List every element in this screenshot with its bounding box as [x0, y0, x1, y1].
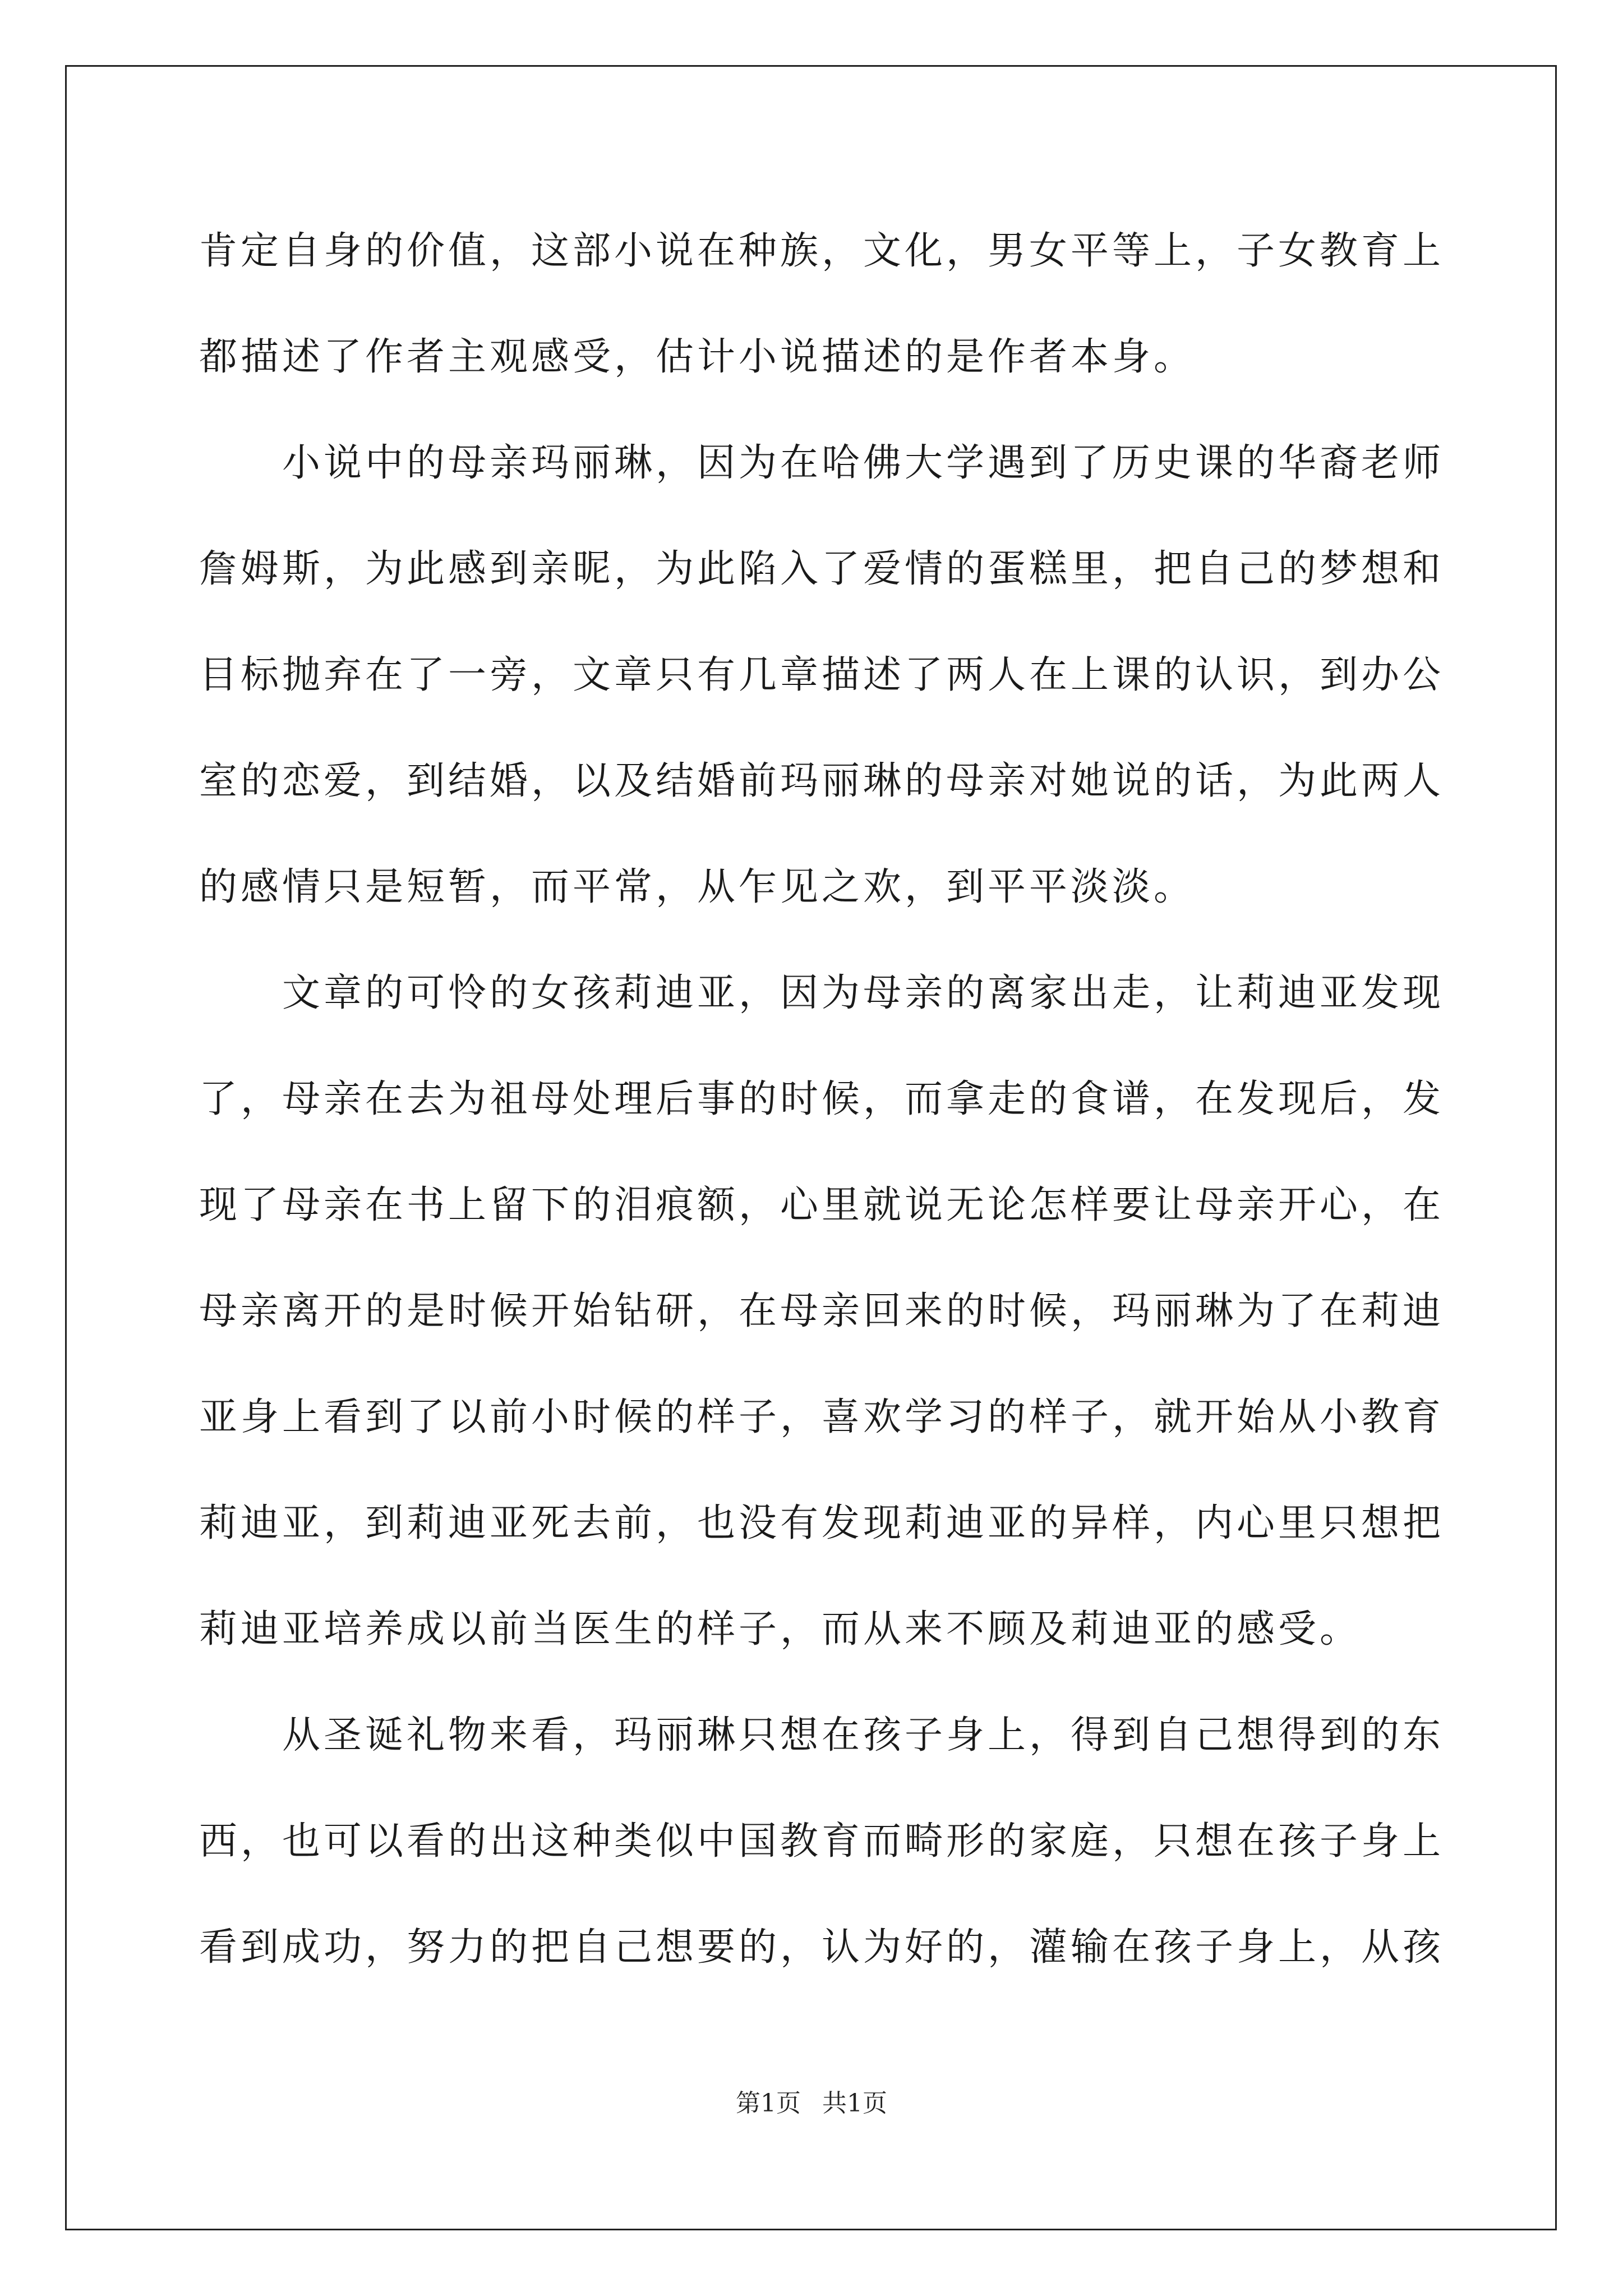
text-line: 小说中的母亲玛丽琳，因为在哈佛大学遇到了历史课的华裔老师	[199, 441, 1445, 485]
text-line: 亚身上看到了以前小时候的样子，喜欢学习的样子，就开始从小教育	[199, 1395, 1445, 1439]
text-line: 的感情只是短暂，而平常，从乍见之欢，到平平淡淡。	[199, 865, 1196, 909]
page-footer	[0, 2087, 1623, 2120]
page-number: 第1页	[736, 2089, 801, 2118]
text-line: 看到成功，努力的把自己想要的，认为好的，灌输在孩子身上，从孩	[199, 1925, 1445, 1970]
text-line: 文章的可怜的女孩莉迪亚，因为母亲的离家出走，让莉迪亚发现	[199, 971, 1445, 1015]
text-line: 莉迪亚培养成以前当医生的样子，而从来不顾及莉迪亚的感受。	[199, 1607, 1362, 1651]
text-line: 肯定自身的价值，这部小说在种族，文化，男女平等上，子女教育上	[199, 229, 1445, 273]
text-line: 母亲离开的是时候开始钻研，在母亲回来的时候，玛丽琳为了在莉迪	[199, 1289, 1445, 1333]
text-line: 目标抛弃在了一旁，文章只有几章描述了两人在上课的认识，到办公	[199, 653, 1445, 697]
text-line: 西，也可以看的出这种类似中国教育而畸形的家庭，只想在孩子身上	[199, 1819, 1445, 1864]
text-line: 莉迪亚，到莉迪亚死去前，也没有发现莉迪亚的异样，内心里只想把	[199, 1501, 1445, 1545]
text-line: 詹姆斯，为此感到亲昵，为此陷入了爱情的蛋糕里，把自己的梦想和	[199, 547, 1445, 591]
text-line: 室的恋爱，到结婚，以及结婚前玛丽琳的母亲对她说的话，为此两人	[199, 759, 1445, 803]
text-line: 从圣诞礼物来看，玛丽琳只想在孩子身上，得到自己想得到的东	[199, 1713, 1445, 1757]
text-line: 现了母亲在书上留下的泪痕额，心里就说无论怎样要让母亲开心，在	[199, 1183, 1445, 1227]
text-line: 了，母亲在去为祖母处理后事的时候，而拿走的食谱，在发现后，发	[199, 1077, 1445, 1121]
document-body	[199, 208, 1445, 2010]
text-line: 都描述了作者主观感受，估计小说描述的是作者本身。	[199, 335, 1196, 379]
page-total: 共1页	[822, 2089, 887, 2118]
